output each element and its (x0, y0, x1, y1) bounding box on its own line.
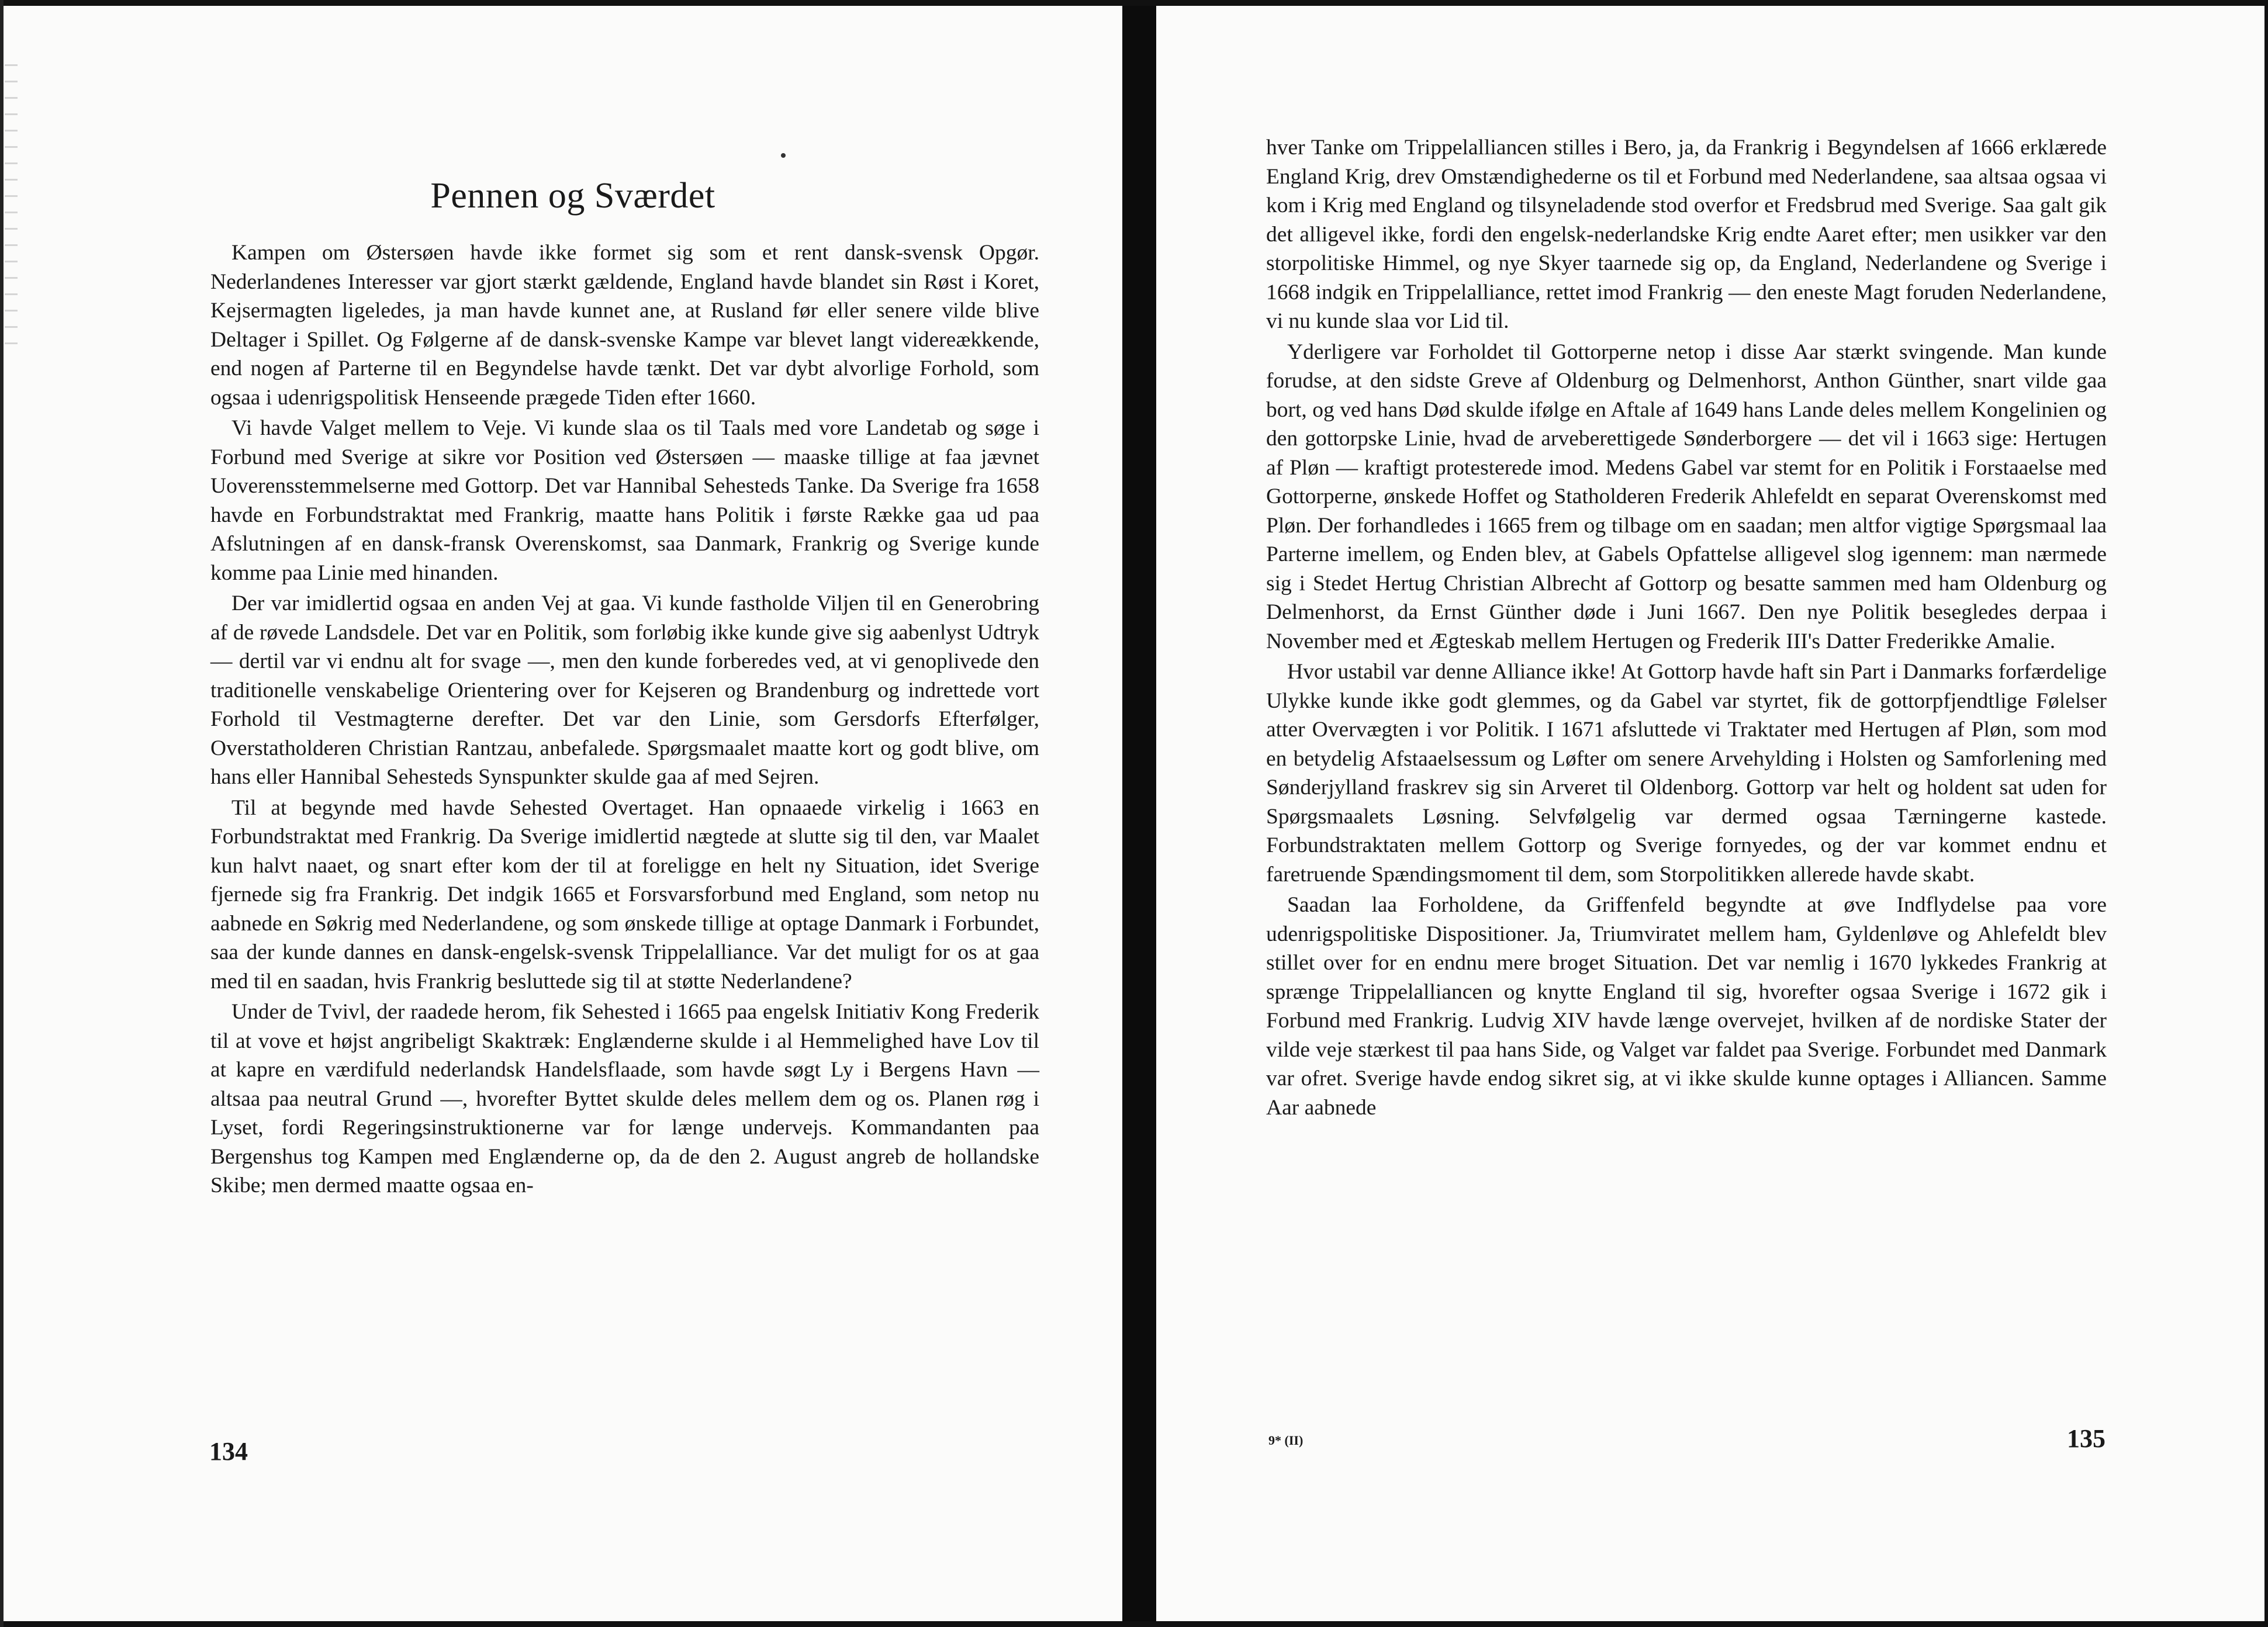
left-page-text (210, 238, 1039, 1200)
paragraph: Under de Tvivl, der raadede herom, fik Sehested i 1665 paa engelsk Initiativ Kong Frederik til at vove et højst angribeligt Skaktræk: Englænderne skulde i al Hemmelighed have Lov til at kapre en værdifuld nederlandsk Handelsflaade, som havde søgt Ly i Bergens Havn — altsaa paa neutral Grund —, hvorefter Byttet skulde deles mellem dem og os. Planen røg i Lyset, fordi Regeringsinstruktionerne var for længe undervejs. Kommandanten paa Bergenshus tog Kampen med Englænderne op, da de den 2. August angreb de hollandske Skibe; men dermed maatte ogsaa en- (210, 1000, 1039, 1197)
scan-border-top (0, 0, 2268, 6)
signature-mark: 9* (II) (1268, 1433, 1304, 1448)
right-page (1141, 0, 2268, 1627)
paragraph: Saadan laa Forholdene, da Griffenfeld begyndte at øve Indflydelse paa vore udenrigspolitiske Dispositioner. Ja, Triumviratet mellem ham, Gyldenløve og Ahlefeldt blev stillet over for en endnu mere broget Situation. Det var nemlig i 1670 lykkedes Frankrig at sprænge Trippelalliancen og knytte England til sig, hvorefter ogsaa Sverige i 1672 gik i Forbund med Frankrig. Ludvig XIV havde længe overvejet, hvilken af de nordiske Stater der vilde veje stærkest til paa hans Side, og Valget var faldet paa Sverige. Forbundet med Danmark var ofret. Sverige havde endog sikret sig, at vi ikke skulde kunne optages i Alliancen. Samme Aar aabnede (1266, 893, 2107, 1120)
paragraph: Kampen om Østersøen havde ikke formet sig som et rent dansk-svensk Opgør. Nederlandenes Interesser var gjort stærkt gældende, England havde blandet sin Røst i Koret, Kejsermagten ligeledes, ja man havde kunnet ane, at Rusland før eller senere vilde blive Deltager i Spillet. Og Følgerne af de dansk-svenske Kampe var blevet langt videreækkende, end nogen af Parterne til en Begyndelse havde tænkt. Det var dybt alvorlige Forhold, som ogsaa i udenrigspolitisk Henseende prægede Tiden efter 1660. (210, 241, 1039, 410)
chapter-title: Pennen og Sværdet (430, 176, 715, 216)
book-gutter (1122, 0, 1156, 1627)
scan-border-left (0, 0, 4, 1627)
ink-dot (781, 153, 786, 158)
page-number-left: 134 (209, 1437, 248, 1466)
paragraph: Til at begynde med havde Sehested Overtaget. Han opnaaede virkelig i 1663 en Forbundstraktat med Frankrig. Da Sverige imidlertid nægtede at slutte sig til den, var Maalet kun halvt naaet, og snart efter kom der til at foreligge en helt ny Situation, idet Sverige fjernede sig fra Frankrig. Det indgik 1665 et Forsvarsforbund med England, som netop nu aabnede en Søkrig med Nederlandene, og som ønskede tillige at optage Danmark i Forbundet, saa der kunde dannes en dansk-engelsk-svensk Trippelalliance. Var det muligt for os at gaa med til en saadan, hvis Frankrig besluttede sig til at støtte Nederlandene? (210, 795, 1039, 993)
right-page-text (1266, 133, 2107, 1122)
scan-edge-marks (5, 64, 18, 356)
paragraph: Yderligere var Forholdet til Gottorperne netop i disse Aar stærkt svingende. Man kunde forudse, at den sidste Greve af Oldenburg og Delmenhorst, Anthon Günther, snart vilde gaa bort, og ved hans Død skulde ifølge en Aftale af 1649 hans Lande deles mellem Kongelinien og den gottorpske Linie, hvad de arveberettigede Sønderborgere — det vil i 1663 sige: Hertugen af Pløn — kraftigt protesterede imod. Medens Gabel var stemt for en Politik i Forstaaelse med Gottorperne, ønskede Hoffet og Statholderen Frederik Ahlefeldt en separat Overenskomst med Pløn. Der forhandledes i 1665 frem og tilbage om en saadan; men altfor vigtige Spørgsmaal laa Parterne imellem, og Enden blev, at Gabels Opfattelse alligevel slog igennem: man nærmede sig i Stedet Hertug Christian Albrecht af Gottorp og besatte sammen med ham Oldenburg og Delmenhorst, da Ernst Günther døde i Juni 1667. Den nye Politik besegledes derpaa i November med et Ægteskab mellem Hertugen og Frederik III's Datter Frederikke Amalie. (1266, 340, 2107, 653)
page-number-right: 135 (2067, 1424, 2105, 1453)
paragraph: Hvor ustabil var denne Alliance ikke! At Gottorp havde haft sin Part i Danmarks forfærdelige Ulykke kunde ikke godt glemmes, og da Gabel var styrtet, fik de gottorpfjendtlige Følelser atter Overvægten i vor Politik. I 1671 afsluttede vi Traktater med Hertugen af Pløn, som mod en betydelig Afstaaelsessum og Løfter om senere Arvehylding i Holsten og Samforlening med Sønderjylland fraskrev sig sin Arveret til Oldenborg. Gottorp var helt og holdent sat uden for Spørgsmaalets Løsning. Selvfølgelig var dermed ogsaa Tærningerne kastede. Forbundstraktaten mellem Gottorp og Sverige fornyedes, og der var kommet endnu et faretruende Spændingsmoment til dem, som Storpolitikken allerede havde skabt. (1266, 660, 2107, 887)
paragraph: Vi havde Valget mellem to Veje. Vi kunde slaa os til Taals med vore Landetab og søge i Forbund med Sverige at sikre vor Position ved Østersøen — maaske tillige at faa jævnet Uoverensstemmelserne med Gottorp. Det var Hannibal Sehesteds Tanke. Da Sverige fra 1658 havde en Forbundstraktat med Frankrig, maatte hans Politik i første Række gaa ud paa Afslutningen af en dansk-fransk Overenskomst, saa Danmark, Frankrig og Sverige kunde komme paa Linie med hinanden. (210, 416, 1039, 585)
scan-border-right (2264, 0, 2268, 1627)
paragraph: hver Tanke om Trippelalliancen stilles i Bero, ja, da Frankrig i Begyndelsen af 1666 erklærede England Krig, drev Omstændighederne os til et Forbund med Nederlandene, saa altsaa ogsaa vi kom i Krig med England og tilsyneladende stod overfor et Fredsbrud med Sverige. Saa galt gik det alligevel ikke, fordi den engelsk-nederlandske Krig endte Aaret efter; men usikker var den storpolitiske Himmel, og nye Skyer taarnede sig op, da England, Nederlandene og Sverige i 1668 indgik en Trippelalliance, rettet imod Frankrig — den eneste Magt foruden Nederlandene, vi nu kunde slaa vor Lid til. (1266, 136, 2107, 333)
paragraph: Der var imidlertid ogsaa en anden Vej at gaa. Vi kunde fastholde Viljen til en Generobring af de røvede Landsdele. Det var en Politik, som forløbig ikke kunde give sig aabenlyst Udtryk — dertil var vi endnu alt for svage —, men den kunde forberedes ved, at vi genoplivede den traditionelle venskabelige Orientering over for Kejseren og Brandenburg og indrettede vort Forhold til Vestmagterne derefter. Det var den Linie, som Gersdorfs Efterfølger, Overstatholderen Christian Rantzau, anbefalede. Spørgsmaalet maatte kort og godt blive, om hans eller Hannibal Sehesteds Synspunkter skulde gaa af med Sejren. (210, 591, 1039, 789)
scan-border-bottom (0, 1621, 2268, 1627)
